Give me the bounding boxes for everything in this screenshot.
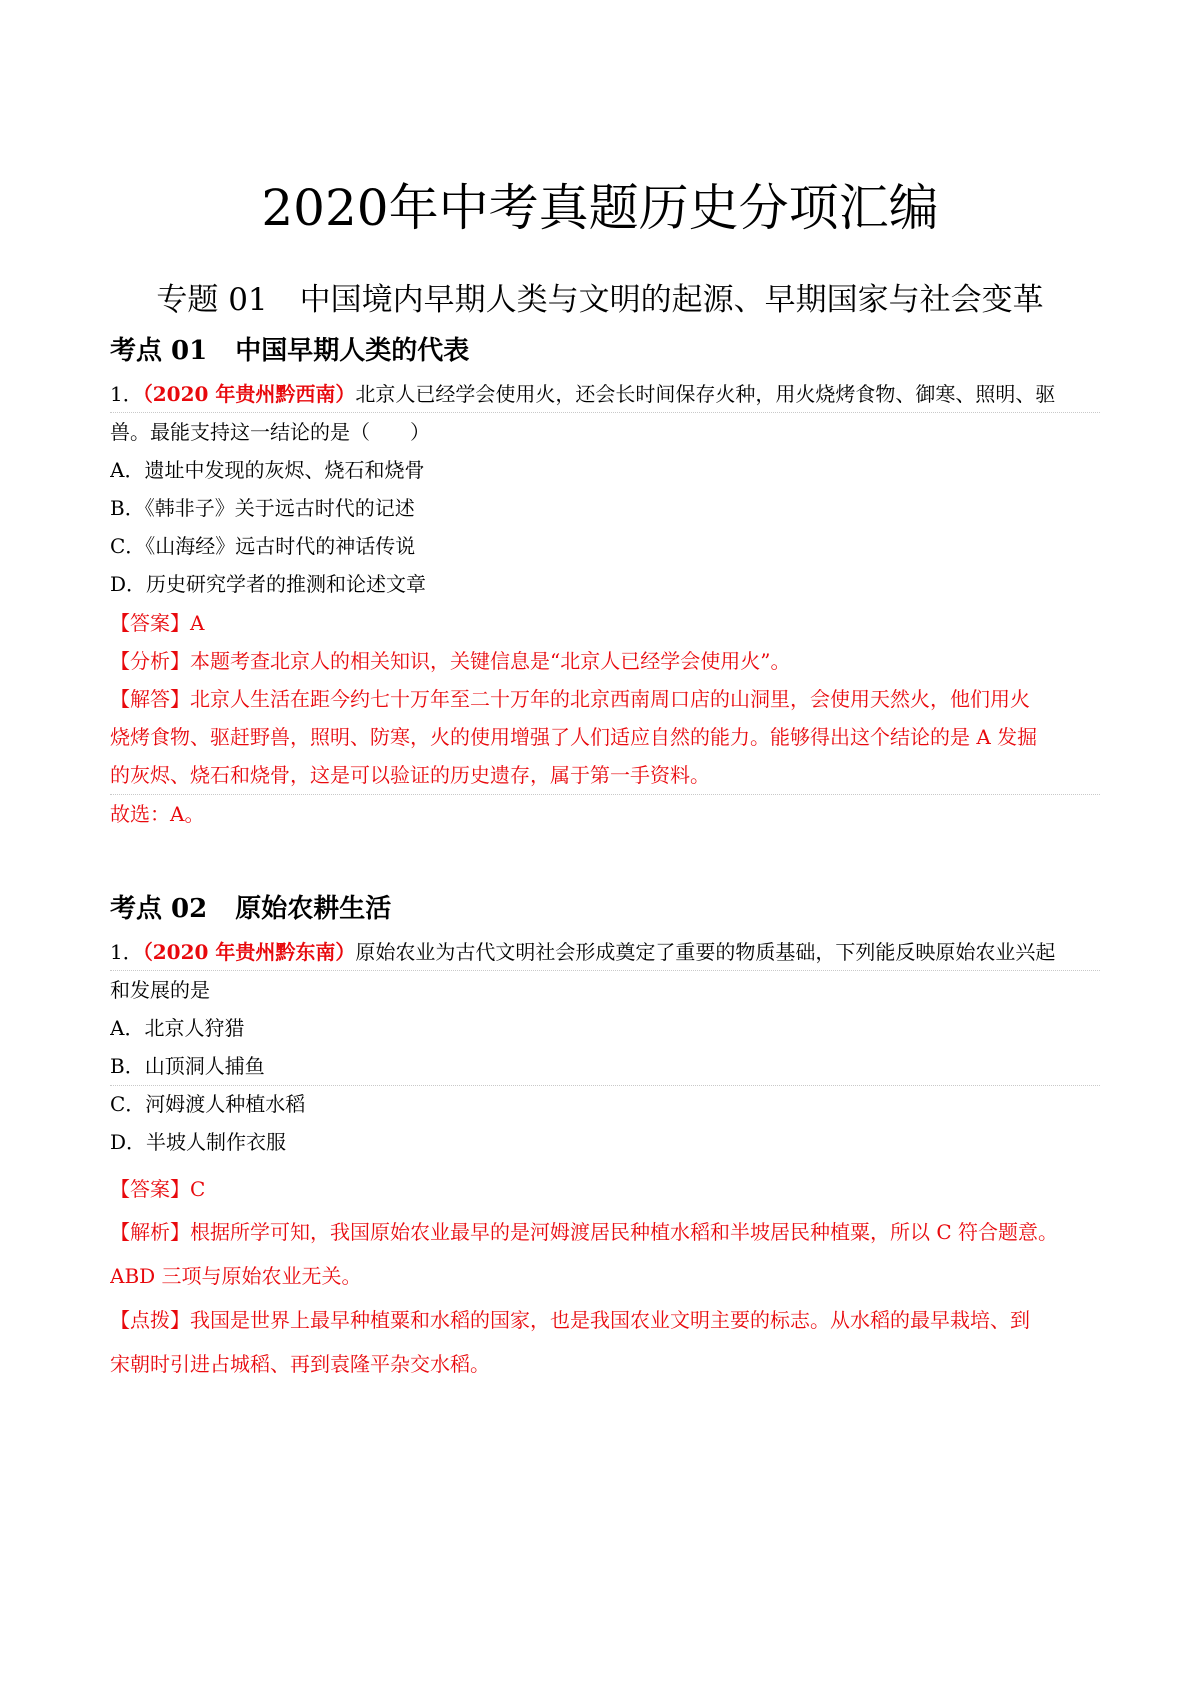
question-source: （2020 年贵州黔东南） <box>142 940 356 964</box>
subtitle-prefix: 专题 01 <box>156 282 268 318</box>
option-d: D．历史研究学者的推测和论述文章 <box>110 572 427 596</box>
answer-line: 【答案】A <box>110 611 205 635</box>
option-a: A．北京人狩猎 <box>110 1016 245 1040</box>
section-number: 考点 02 <box>110 894 208 924</box>
question-stem-line <box>110 380 1100 408</box>
question-text: 原始农业为古代文明社会形成奠定了重要的物质基础，下列能反映原始农业兴起 <box>355 940 1056 964</box>
analysis-line: 【分析】本题考查北京人的相关知识，关键信息是“北京人已经学会使用火”。 <box>110 649 791 673</box>
section-heading-2 <box>110 891 391 927</box>
question-source: （2020 年贵州黔西南） <box>142 382 356 406</box>
question-number: 1． <box>110 382 143 406</box>
option-d: D．半坡人制作衣服 <box>110 1130 287 1154</box>
question-stem-line <box>110 938 1100 966</box>
section-title: 原始农耕生活 <box>235 894 392 924</box>
explanation-line: ABD 三项与原始农业无关。 <box>110 1264 362 1288</box>
page-subtitle <box>0 280 1200 320</box>
question-stem-line: 和发展的是 <box>110 978 210 1002</box>
question-number: 1． <box>110 940 143 964</box>
section-title: 中国早期人类的代表 <box>235 336 470 366</box>
page-title: 2020年中考真题历史分项汇编 <box>261 179 939 237</box>
dotted-rule <box>110 794 1100 795</box>
tip-line: 【点拨】我国是世界上最早种植粟和水稻的国家，也是我国农业文明主要的标志。从水稻的最早栽培、到 <box>110 1308 1030 1332</box>
section-number: 考点 01 <box>110 336 208 366</box>
solution-line: 烧烤食物、驱赶野兽，照明、防寒，火的使用增强了人们适应自然的能力。能够得出这个结论的是 A 发掘 <box>110 725 1038 749</box>
answer-line: 【答案】C <box>110 1177 206 1201</box>
dotted-rule <box>110 1085 1100 1086</box>
explanation-line: 【解析】根据所学可知，我国原始农业最早的是河姆渡居民种植水稻和半坡居民种植粟，所以 C 符合题意。 <box>110 1220 1059 1244</box>
option-c: C．《山海经》远古时代的神话传说 <box>110 534 416 558</box>
solution-line: 的灰烬、烧石和烧骨，这是可以验证的历史遗存，属于第一手资料。 <box>110 763 710 787</box>
option-a: A．遗址中发现的灰烬、烧石和烧骨 <box>110 458 425 482</box>
option-c: C．河姆渡人种植水稻 <box>110 1092 306 1116</box>
option-b: B．山顶洞人捕鱼 <box>110 1054 265 1078</box>
choice-line: 故选：A。 <box>110 802 205 826</box>
subtitle-text: 中国境内早期人类与文明的起源、早期国家与社会变革 <box>299 282 1044 318</box>
tip-line: 宋朝时引进占城稻、再到袁隆平杂交水稻。 <box>110 1352 490 1376</box>
question-text: 北京人已经学会使用火，还会长时间保存火种，用火烧烤食物、御寒、照明、驱 <box>355 382 1056 406</box>
question-stem-line: 兽。最能支持这一结论的是（ ） <box>110 420 430 444</box>
dotted-rule <box>110 412 1100 413</box>
section-heading-1 <box>110 333 469 369</box>
solution-line: 【解答】北京人生活在距今约七十万年至二十万年的北京西南周口店的山洞里，会使用天然火，他们用火 <box>110 687 1030 711</box>
dotted-rule <box>110 970 1100 971</box>
option-b: B．《韩非子》关于远古时代的记述 <box>110 496 415 520</box>
